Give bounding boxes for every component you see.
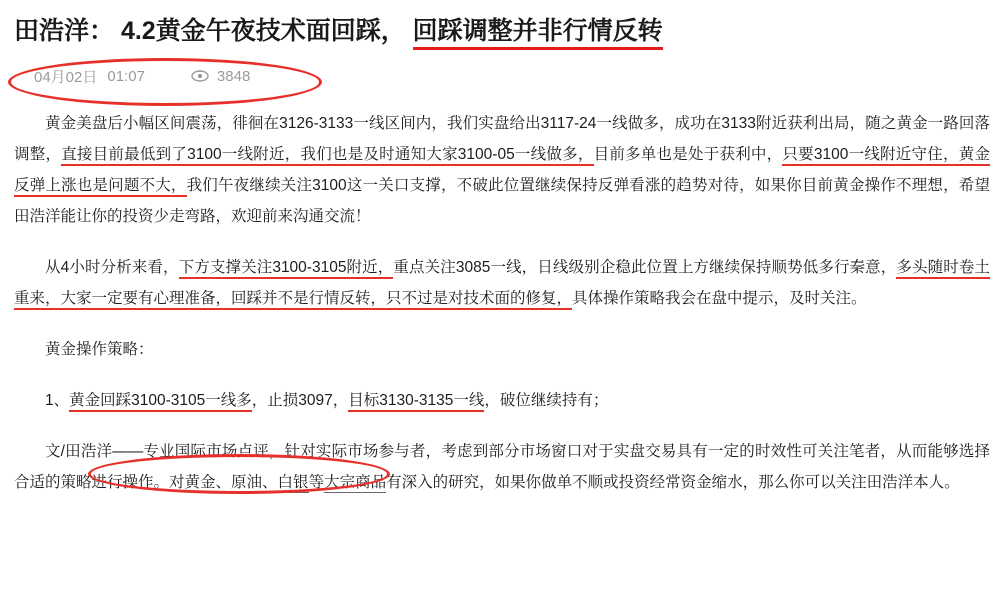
p1-seg2-underlined: 直接目前最低到了3100一线附近，我们也是及时通知大家3100-05一线做多， xyxy=(61,146,593,166)
publish-time: 01:07 xyxy=(107,67,145,85)
p1-seg5: 我们午夜继续关注3100这一关口支撑，不破此位置继续保持反弹看涨的趋势对待，如果你目前黄金操作不理想，希望田浩洋能让你的投资少走弯路，欢迎前来沟通交流！ xyxy=(14,177,990,225)
page-title-plain: 田浩洋： 4.2黄金午夜技术面回踩， xyxy=(14,17,406,45)
p1-seg3: 目前多单也是处于获利中， xyxy=(593,146,783,163)
p3-seg1: 文/田浩洋——专业国际市场点评，针对实际市场参与者，考虑到部分市场窗口对于实盘交易具有一定的时效性可关注笔者，从而能够选择合适的策略进行操作。对黄金、 xyxy=(14,443,990,491)
view-count: 3848 xyxy=(216,67,251,85)
p1-seg4-underlined: 只要3100一线附近守住，黄金反弹上涨也是问题不大， xyxy=(14,146,990,197)
p3-seg3: 、 xyxy=(262,474,278,491)
p2-seg5-underlined: 多头随时卷土重来，大家一定要有心理准备，回踩并不是行情反转，只不过是对技术面的修复， xyxy=(14,259,990,310)
paragraph-3 xyxy=(14,436,990,498)
page-title xyxy=(14,14,990,48)
page-title-highlight: 回踩调整并非行情反转 xyxy=(413,17,663,50)
p1-seg1: 黄金美盘后小幅区间震荡，徘徊在3126-3133一线区间内，我们实盘给出3117-24一线做多，成功在3133附近获利出局，随之黄金一路回落调整， xyxy=(14,115,990,163)
p3-seg7: 有深入的研究，如果你做单不顺或投资经常资金缩水，那么你可以关注田浩洋本人。 xyxy=(386,474,960,491)
strategy-seg2: ，止损3097， xyxy=(251,392,349,409)
strategy-line-1 xyxy=(14,385,990,416)
p3-seg4-underlined: 白银 xyxy=(277,474,309,491)
strategy-heading: 黄金操作策略： xyxy=(45,341,154,358)
p3-seg5: 等 xyxy=(308,474,325,491)
publish-date: 04月02日 xyxy=(34,68,98,86)
strategy-seg1-underlined: 黄金回踩3100-3105一线多 xyxy=(69,392,252,412)
p2-seg4: 日线级别企稳此位置上方继续保持顺势低多行秦意， xyxy=(537,259,897,276)
p2-seg3: 重点关注3085一线， xyxy=(393,259,538,276)
article-body xyxy=(14,108,990,498)
article-meta xyxy=(14,64,990,88)
p2-seg6: 具体操作策略我会在盘中提示，及时关注。 xyxy=(572,290,867,307)
paragraph-1 xyxy=(14,108,990,232)
p3-seg2-underlined: 原油 xyxy=(231,474,263,491)
p2-seg2-underlined: 下方支撑关注3100-3105附近， xyxy=(179,259,394,279)
p3-seg6-underlined: 大宗商品 xyxy=(324,474,387,491)
views-group xyxy=(191,68,250,85)
strategy-prefix: 1、 xyxy=(45,392,70,409)
paragraph-2 xyxy=(14,252,990,314)
p2-seg1: 从4小时分析来看， xyxy=(45,259,179,276)
strategy-seg4: ，破位继续持有； xyxy=(484,392,609,409)
strategy-seg3-underlined: 目标3130-3135一线 xyxy=(348,392,484,412)
eye-icon xyxy=(191,70,209,82)
